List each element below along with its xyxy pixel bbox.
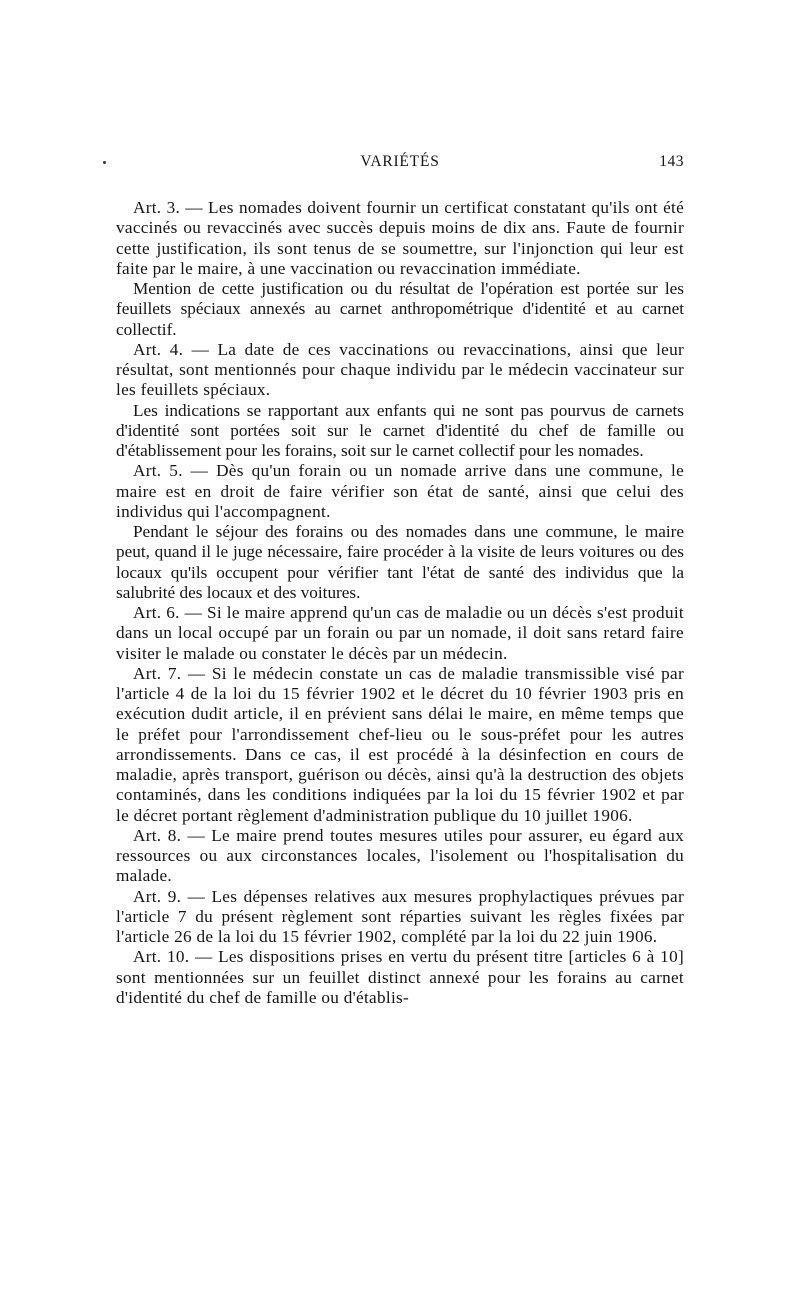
paragraph-art-4: Art. 4. — La date de ces vaccinations ou revaccinations, ainsi que leur résultat, sont mentionnés pour chaque individu par le médecin vaccinateur sur les feuillets spéciaux. (116, 339, 684, 400)
paragraph-art-6: Art. 6. — Si le maire apprend qu'un cas de maladie ou un décès s'est produit dans un local occupé par un forain ou par un nomade, il doit sans retard faire visiter le malade ou constater le décès par un médecin. (116, 603, 684, 663)
paragraph-art-5: Art. 5. — Dès qu'un forain ou un nomade arrive dans une commune, le maire est en droit de faire vérifier son état de santé, ainsi que celui des individus qui l'accompagnent. (116, 461, 684, 521)
paragraph-indications: Les indications se rapportant aux enfants qui ne sont pas pourvus de carnets d'identité sont portées soit sur le carnet d'identité du chef de famille ou d'établissement pour les forains, soit sur le carnet collectif pour les nomades. (116, 400, 684, 460)
running-header (116, 153, 684, 177)
body-text (116, 198, 684, 1008)
paragraph-art-3: Art. 3. — Les nomades doivent fournir un certificat constatant qu'ils ont été vaccinés ou revaccinés avec succès depuis moins de dix ans. Faute de fournir cette justification, ils sont tenus de se soumettre, sur l'injonction qui leur est faite par le maire, à une vaccination ou revaccination immédiate. (116, 198, 684, 278)
paragraph-art-9: Art. 9. — Les dépenses relatives aux mesures prophylactiques prévues par l'article 7 du présent règlement sont réparties suivant les règles fixées par l'article 26 de la loi du 15 février 1902, complété par la loi du 22 juin 1906. (116, 886, 684, 946)
page-number: 143 (659, 153, 684, 170)
paragraph-art-8: Art. 8. — Le maire prend toutes mesures utiles pour assurer, eu égard aux ressources ou aux circonstances locales, l'isolement ou l'hospitalisation du malade. (116, 825, 684, 886)
header-dot-mark (103, 161, 106, 164)
running-title: VARIÉTÉS (360, 153, 440, 170)
paragraph-sejour: Pendant le séjour des forains ou des nomades dans une commune, le maire peut, quand il le juge nécessaire, faire procéder à la visite de leurs voitures ou des locaux qu'ils occupent pour vérifier tant l'état de santé des individus que la salubrité des locaux et des voitures. (116, 522, 684, 602)
paragraph-art-7: Art. 7. — Si le médecin constate un cas de maladie transmissible visé par l'article 4 de la loi du 15 février 1902 et le décret du 10 février 1903 pris en exécution dudit article, il en prévient sans délai le maire, en même temps que le préfet pour l'arrondissement chef-lieu ou le sous-préfet pour les autres arrondissements. Dans ce cas, il est procédé à la désinfection en cours de maladie, après transport, guérison ou décès, ainsi qu'à la destruction des objets contaminés, dans les conditions indiquées par la loi du 15 février 1902 et par le décret portant règlement d'administration publique du 10 juillet 1906. (116, 663, 684, 825)
paragraph-art-10: Art. 10. — Les dispositions prises en vertu du présent titre [articles 6 à 10] sont mentionnées sur un feuillet distinct annexé pour les forains au carnet d'identité du chef de famille ou d'établis- (116, 947, 684, 1007)
paragraph-mention: Mention de cette justification ou du résultat de l'opération est portée sur les feuillets spéciaux annexés au carnet anthropométrique d'identité et au carnet collectif. (116, 279, 684, 339)
